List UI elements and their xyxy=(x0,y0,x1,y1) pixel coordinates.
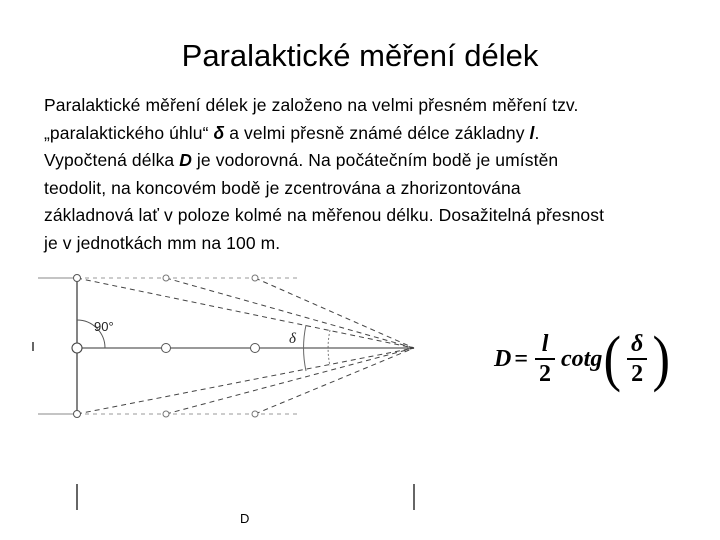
right-angle-label: 90° xyxy=(94,319,114,334)
text-line-2a: „paralaktického úhlu“ xyxy=(44,122,214,143)
fraction-angle-numerator: δ xyxy=(631,331,644,357)
formula-lhs: D xyxy=(494,345,512,372)
fraction-angle xyxy=(627,331,647,387)
fraction-base xyxy=(535,331,555,387)
top-point-2 xyxy=(163,275,169,281)
sight-line-bottom-1 xyxy=(77,348,414,414)
distance-symbol: D xyxy=(179,150,192,170)
station-point-1 xyxy=(72,343,82,353)
cotg-function: cotg xyxy=(561,345,603,372)
bottom-point-1 xyxy=(74,411,81,418)
top-point-3 xyxy=(252,275,258,281)
fraction-base-denominator: 2 xyxy=(535,358,555,387)
text-line-1: Paralaktické měření délek je založeno na velmi přesném měření tzv. xyxy=(44,95,579,115)
station-point-2 xyxy=(162,344,171,353)
sight-line-top-3 xyxy=(255,278,414,348)
fraction-base-numerator: l xyxy=(541,331,549,357)
sight-line-top-1 xyxy=(77,278,414,348)
sight-line-bottom-2 xyxy=(166,348,414,414)
fraction-angle-denominator: 2 xyxy=(627,358,647,387)
right-paren: ) xyxy=(652,325,671,393)
base-symbol: l xyxy=(529,122,535,143)
delta-symbol: δ xyxy=(213,122,225,143)
text-line-4: teodolit, na koncovém bodě je zcentrována a zhorizontována xyxy=(44,177,521,198)
station-point-3 xyxy=(251,344,260,353)
text-line-2e: . xyxy=(534,122,540,143)
distance-formula xyxy=(494,326,672,392)
text-line-3c: je vodorovná. Na počátečním bodě je umístěn xyxy=(191,150,559,170)
top-point-1 xyxy=(74,275,81,282)
page-title: Paralaktické měření délek xyxy=(181,38,539,73)
text-line-5: základnová lať v poloze kolmé na měřenou délku. Dosažitelná přesnost xyxy=(44,205,605,225)
formula-equals: = xyxy=(514,345,529,372)
left-paren: ( xyxy=(603,325,622,393)
text-line-2c: a velmi přesně známé délce základny xyxy=(224,122,530,143)
bottom-point-2 xyxy=(163,411,169,417)
bottom-point-3 xyxy=(252,411,258,417)
distance-label: D xyxy=(240,511,250,526)
text-line-6: je v jednotkách mm na 100 m. xyxy=(44,232,281,253)
delta-angle-label: δ xyxy=(289,331,296,347)
text-line-3a: Vypočtená délka xyxy=(44,150,180,170)
sight-line-bottom-3 xyxy=(255,348,414,414)
